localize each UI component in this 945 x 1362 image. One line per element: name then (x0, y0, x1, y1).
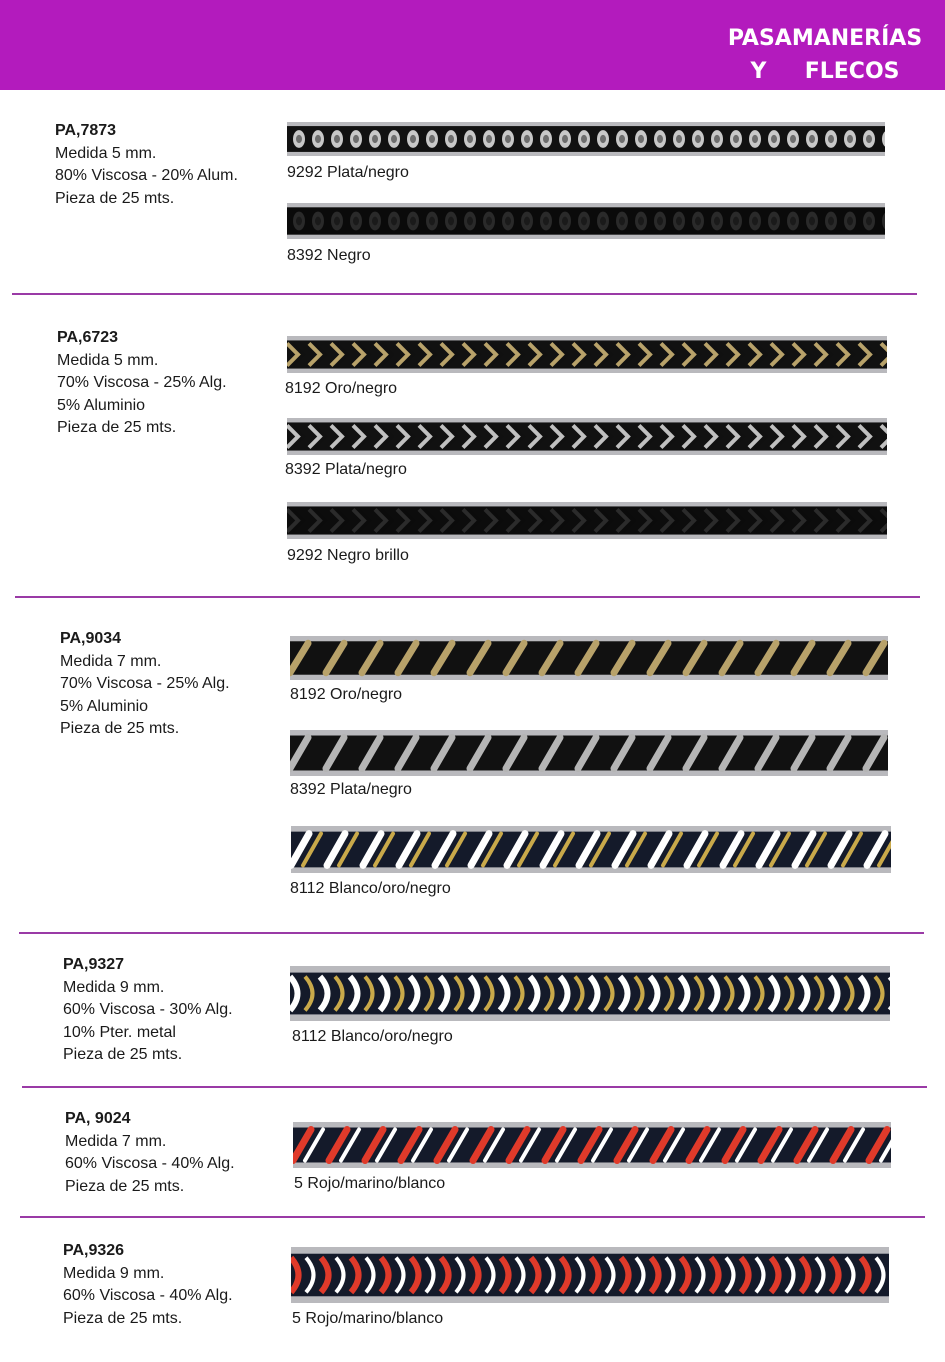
section-divider (20, 1216, 925, 1218)
trim-swatch (290, 730, 888, 776)
product-info (63, 954, 233, 1067)
section-divider (15, 596, 920, 598)
variant-label: 8112 Blanco/oro/negro (290, 880, 451, 897)
product-composition: 10% Pter. metal (63, 1023, 176, 1041)
product-info (57, 327, 227, 440)
product-composition: 5% Aluminio (57, 396, 146, 414)
product-composition: 70% Viscosa - 25% Alg. (60, 675, 230, 692)
product-info (65, 1108, 235, 1198)
product-composition: 70% Viscosa - 25% Alg. (57, 374, 227, 391)
header-title: PASAMANERÍAS Y FLECOS (727, 26, 923, 84)
variant-label: 8192 Oro/negro (290, 686, 403, 703)
product-code: PA,9327 (63, 956, 125, 973)
product-info (55, 120, 238, 210)
product-size: Medida 5 mm. (55, 144, 157, 162)
product-info (63, 1240, 233, 1330)
product-piece: Pieza de 25 mts. (57, 419, 177, 436)
variant-label: 8392 Plata/negro (285, 461, 407, 478)
product-piece: Pieza de 25 mts. (63, 1046, 183, 1063)
trim-swatch (287, 336, 887, 373)
trim-swatch (293, 1122, 891, 1168)
variant-label: 8112 Blanco/oro/negro (292, 1028, 453, 1045)
product-composition: 60% Viscosa - 30% Alg. (63, 1001, 233, 1018)
product-composition: 80% Viscosa - 20% Alum. (55, 167, 238, 184)
variant-label: 5 Rojo/marino/blanco (292, 1310, 444, 1327)
product-size: Medida 7 mm. (60, 652, 162, 670)
product-code: PA,9034 (60, 630, 122, 647)
product-size: Medida 7 mm. (65, 1132, 167, 1150)
product-code: PA,9326 (63, 1242, 125, 1259)
trim-swatch (291, 826, 891, 873)
product-code: PA, 9024 (65, 1110, 131, 1127)
trim-swatch (287, 122, 885, 156)
product-size: Medida 5 mm. (57, 351, 159, 369)
trim-swatch (287, 502, 887, 539)
product-code: PA,7873 (55, 122, 117, 139)
product-size: Medida 9 mm. (63, 978, 165, 996)
trim-swatch (290, 636, 888, 680)
product-composition: 60% Viscosa - 40% Alg. (63, 1287, 233, 1304)
variant-label: 9292 Negro brillo (287, 547, 409, 564)
product-piece: Pieza de 25 mts. (60, 720, 180, 737)
product-size: Medida 9 mm. (63, 1264, 165, 1282)
product-composition: 60% Viscosa - 40% Alg. (65, 1155, 235, 1172)
section-divider (22, 1086, 927, 1088)
product-composition: 5% Aluminio (60, 697, 149, 715)
product-code: PA,6723 (57, 329, 119, 346)
trim-swatch (290, 966, 890, 1021)
section-divider (12, 293, 917, 295)
section-divider (19, 932, 924, 934)
trim-swatch (291, 1247, 889, 1303)
trim-swatch (287, 203, 885, 239)
product-piece: Pieza de 25 mts. (65, 1177, 185, 1195)
page-header (0, 0, 945, 90)
product-info (60, 628, 230, 741)
product-piece: Pieza de 25 mts. (55, 189, 175, 207)
product-piece: Pieza de 25 mts. (63, 1309, 183, 1327)
trim-swatch (287, 418, 887, 455)
variant-label: 9292 Plata/negro (287, 164, 409, 181)
variant-label: 8392 Negro (287, 247, 371, 264)
variant-label: 5 Rojo/marino/blanco (294, 1175, 446, 1192)
variant-label: 8192 Oro/negro (285, 380, 398, 397)
variant-label: 8392 Plata/negro (290, 781, 412, 798)
